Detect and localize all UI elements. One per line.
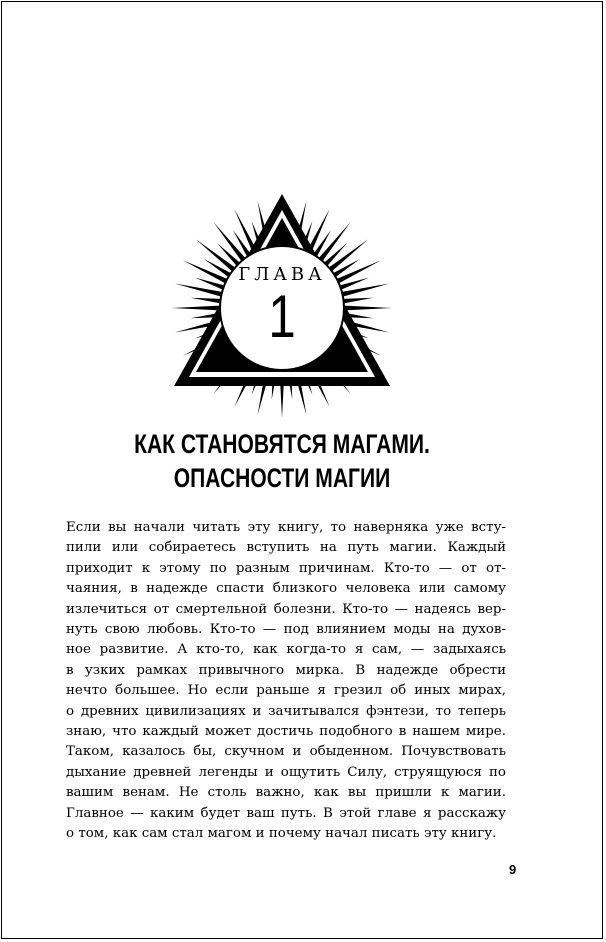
body-paragraph xyxy=(66,518,506,845)
chapter-title xyxy=(64,427,501,495)
body-line: чаяния, в надежде спасти близкого человека или самому xyxy=(66,581,506,597)
page-number: 9 xyxy=(509,862,517,877)
body-line: нуть свою любовь. Кто-то — под влиянием моды на духов- xyxy=(66,622,506,638)
body-line: нечто большее. Но если раньше я грезил об иных мирах, xyxy=(66,683,506,699)
body-line: о том, как сам стал магом и почему начал писать эту книгу. xyxy=(66,826,497,842)
chapter-title-line-1: КАК СТАНОВЯТСЯ МАГАМИ. xyxy=(134,429,430,459)
body-line: о древних цивилизациях и зачитывался фэнтези, то теперь xyxy=(66,703,506,719)
body-line: ное развитие. А кто-то, как когда-то я сам, — задыхаясь xyxy=(66,642,506,658)
body-line: приходит к этому по разным причинам. Кто-то — от от- xyxy=(66,560,506,576)
body-line: излечиться от смертельной болезни. Кто-то — надеясь вер- xyxy=(66,601,506,617)
chapter-number: 1 xyxy=(268,283,296,350)
book-page xyxy=(1,1,603,939)
body-line: знаю, что каждый может достичь подобного в нашем мире. xyxy=(66,724,506,740)
chapter-label: ГЛАВА xyxy=(238,264,326,285)
body-line: Если вы начали читать эту книгу, то наверняка уже всту- xyxy=(66,520,506,535)
chapter-title-line-2: ОПАСНОСТИ МАГИИ xyxy=(173,463,391,493)
body-line: Таком, казалось бы, скучном и обыденном. Почувствовать xyxy=(66,744,506,760)
body-line: в узких рамках привычного мирка. В надежде обрести xyxy=(66,662,506,678)
body-line: пили или собираетесь вступить на путь магии. Каждый xyxy=(66,540,506,556)
body-line: дыхание древней легенды и ощутить Силу, струящуюся по xyxy=(66,764,506,780)
body-line: Главное — каким будет ваш путь. В этой главе я расскажу xyxy=(66,805,506,821)
body-line: вашим венам. Не столь важно, как вы пришли к магии. xyxy=(66,785,506,801)
